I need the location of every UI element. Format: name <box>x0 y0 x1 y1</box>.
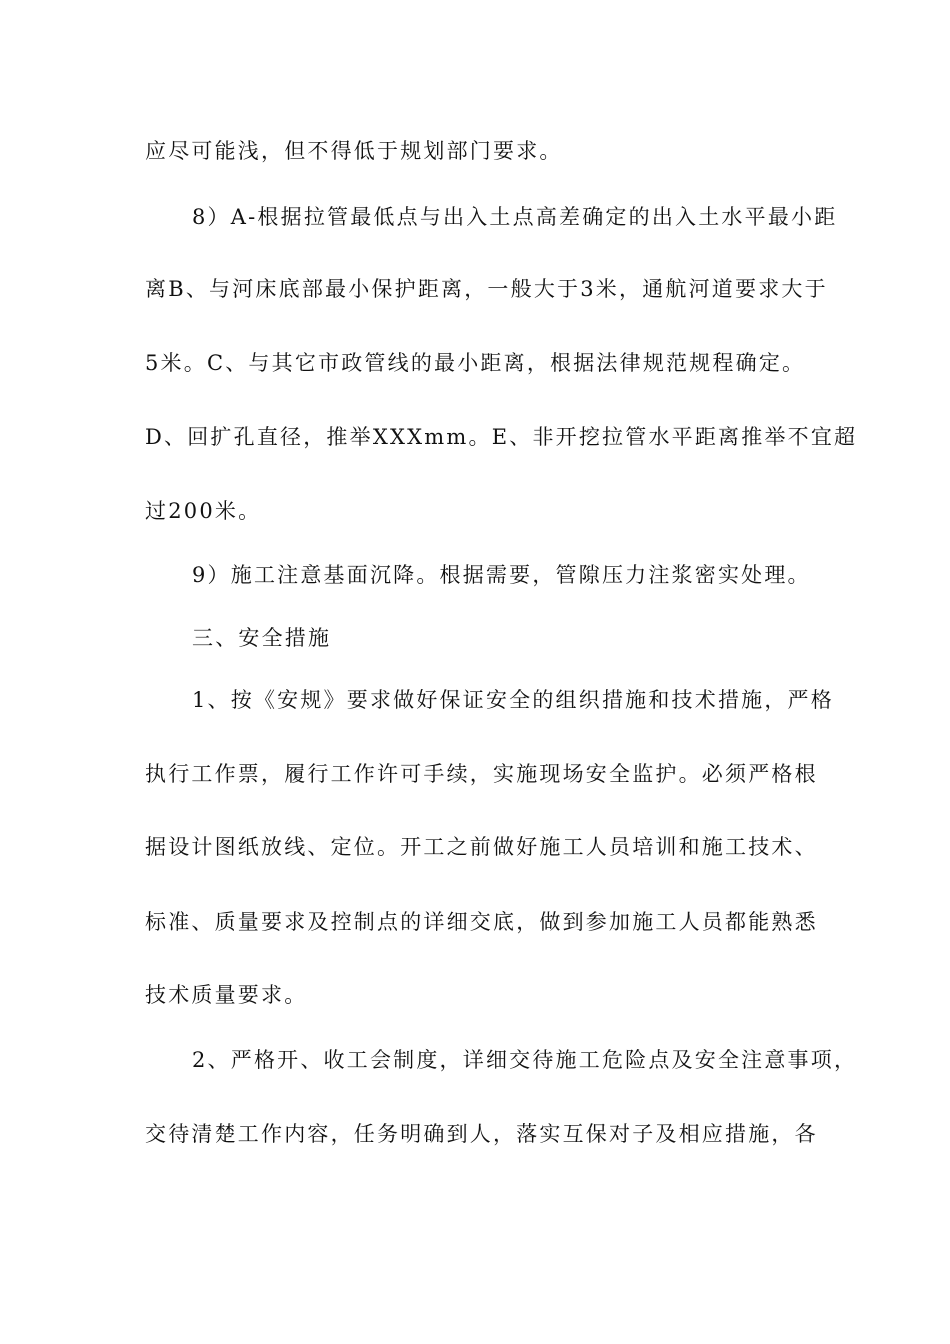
paragraph-line: 标准、质量要求及控制点的详细交底，做到参加施工人员都能熟悉 <box>145 910 818 934</box>
paragraph-line: 1、按《安规》要求做好保证安全的组织措施和技术措施，严格 <box>192 688 834 712</box>
paragraph-line: 据设计图纸放线、定位。开工之前做好施工人员培训和施工技术、 <box>145 835 818 859</box>
paragraph-line: 过200米。 <box>145 499 262 523</box>
paragraph-line: 技术质量要求。 <box>145 983 308 1007</box>
paragraph-line: 9）施工注意基面沉降。根据需要，管隙压力注浆密实处理。 <box>192 563 811 587</box>
paragraph-line: 应尽可能浅，但不得低于规划部门要求。 <box>145 139 563 163</box>
section-heading: 三、安全措施 <box>192 626 332 650</box>
paragraph-line: 5米。C、与其它市政管线的最小距离，根据法律规范规程确定。 <box>145 351 806 375</box>
paragraph-line: 8）A-根据拉管最低点与出入土点高差确定的出入土水平最小距 <box>192 205 838 229</box>
paragraph-line: 离B、与河床底部最小保护距离，一般大于3米，通航河道要求大于 <box>145 277 828 301</box>
paragraph-line: 2、严格开、收工会制度，详细交待施工危险点及安全注意事项， <box>192 1048 858 1072</box>
paragraph-line: 交待清楚工作内容，任务明确到人，落实互保对子及相应措施，各 <box>145 1122 818 1146</box>
paragraph-line: 执行工作票，履行工作许可手续，实施现场安全监护。必须严格根 <box>145 762 818 786</box>
paragraph-line: D、回扩孔直径，推举XXXmm。E、非开挖拉管水平距离推举不宜超 <box>145 425 858 449</box>
